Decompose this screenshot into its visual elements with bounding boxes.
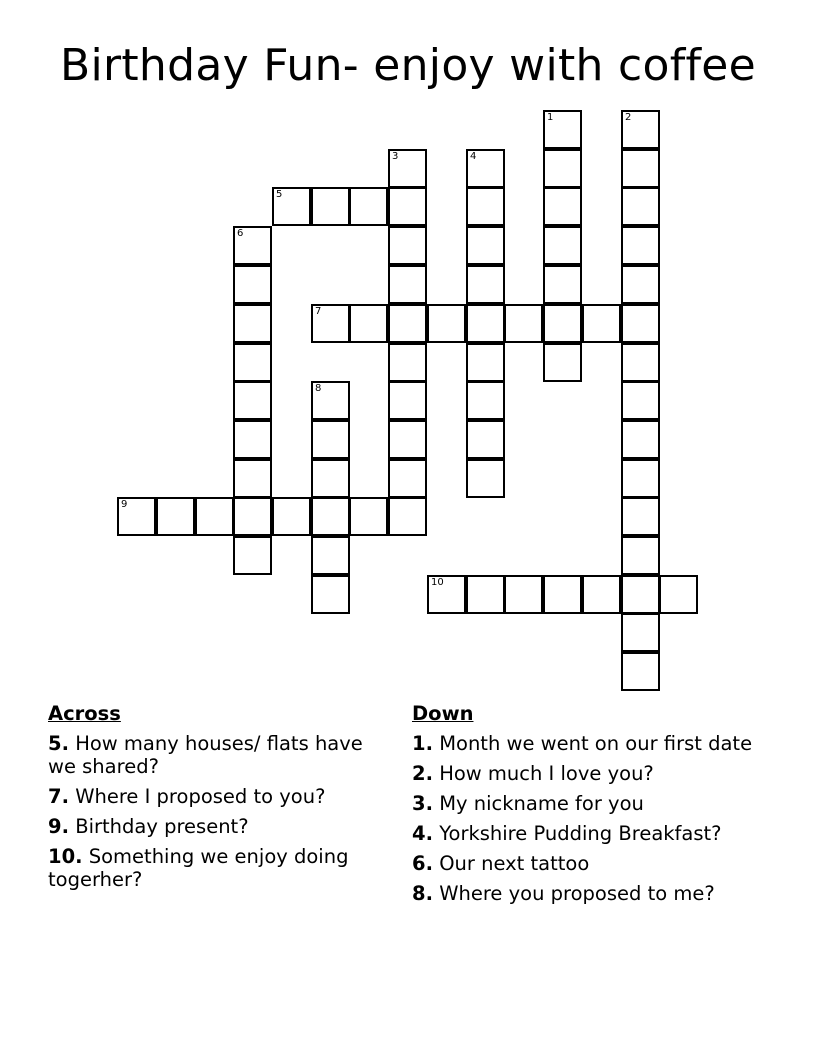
grid-cell[interactable] xyxy=(543,265,582,304)
grid-cell[interactable] xyxy=(233,497,272,536)
grid-cell[interactable] xyxy=(621,110,660,149)
clue-number: 3. xyxy=(412,792,433,815)
grid-cell[interactable] xyxy=(621,613,660,652)
grid-cell[interactable] xyxy=(233,381,272,420)
grid-cell[interactable] xyxy=(388,459,427,498)
grid-cell[interactable] xyxy=(466,459,505,498)
grid-cell[interactable] xyxy=(272,497,311,536)
grid-cell[interactable] xyxy=(233,304,272,343)
cell-number: 4 xyxy=(470,151,477,162)
grid-cell[interactable] xyxy=(466,149,505,188)
grid-cell[interactable] xyxy=(621,497,660,536)
clue-across-10 xyxy=(48,845,393,891)
clue-number: 6. xyxy=(412,852,433,875)
grid-cell[interactable] xyxy=(621,420,660,459)
grid-cell[interactable] xyxy=(621,575,660,614)
grid-cell[interactable] xyxy=(117,497,156,536)
grid-cell[interactable] xyxy=(466,381,505,420)
grid-cell[interactable] xyxy=(621,381,660,420)
clue-across-9 xyxy=(48,815,393,838)
clue-down-6 xyxy=(412,852,757,875)
clue-text: Month we went on our first date xyxy=(439,732,753,755)
grid-cell[interactable] xyxy=(311,381,350,420)
cell-number: 3 xyxy=(392,151,399,162)
grid-cell[interactable] xyxy=(543,149,582,188)
grid-cell[interactable] xyxy=(349,304,388,343)
clue-text: My nickname for you xyxy=(439,792,644,815)
grid-cell[interactable] xyxy=(543,187,582,226)
grid-cell[interactable] xyxy=(233,459,272,498)
across-clues xyxy=(48,702,393,898)
grid-cell[interactable] xyxy=(311,497,350,536)
grid-cell[interactable] xyxy=(311,459,350,498)
grid-cell[interactable] xyxy=(388,343,427,382)
grid-cell[interactable] xyxy=(466,420,505,459)
clue-down-4 xyxy=(412,822,757,845)
grid-cell[interactable] xyxy=(504,575,543,614)
clue-number: 1. xyxy=(412,732,433,755)
cell-number: 8 xyxy=(315,383,322,394)
grid-cell[interactable] xyxy=(466,226,505,265)
grid-cell[interactable] xyxy=(466,343,505,382)
clue-text: Birthday present? xyxy=(75,815,249,838)
clue-across-7 xyxy=(48,785,393,808)
grid-cell[interactable] xyxy=(272,187,311,226)
cell-number: 1 xyxy=(547,112,554,123)
grid-cell[interactable] xyxy=(311,536,350,575)
clue-down-2 xyxy=(412,762,757,785)
grid-cell[interactable] xyxy=(659,575,698,614)
grid-cell[interactable] xyxy=(543,110,582,149)
grid-cell[interactable] xyxy=(311,187,350,226)
grid-cell[interactable] xyxy=(156,497,195,536)
grid-cell[interactable] xyxy=(311,420,350,459)
cell-number: 10 xyxy=(431,577,444,588)
across-heading: Across xyxy=(48,702,121,725)
grid-cell[interactable] xyxy=(621,536,660,575)
cell-number: 5 xyxy=(276,189,283,200)
grid-cell[interactable] xyxy=(388,265,427,304)
grid-cell[interactable] xyxy=(233,420,272,459)
puzzle-title: Birthday Fun- enjoy with coffee xyxy=(59,40,757,91)
cell-number: 2 xyxy=(625,112,632,123)
grid-cell[interactable] xyxy=(233,343,272,382)
grid-cell[interactable] xyxy=(311,304,350,343)
grid-cell[interactable] xyxy=(311,575,350,614)
clue-text: How much I love you? xyxy=(439,762,654,785)
clue-text: Our next tattoo xyxy=(439,852,590,875)
clue-down-1 xyxy=(412,732,757,755)
grid-cell[interactable] xyxy=(621,149,660,188)
grid-cell[interactable] xyxy=(621,304,660,343)
grid-cell[interactable] xyxy=(349,497,388,536)
grid-cell[interactable] xyxy=(621,187,660,226)
clue-across-5 xyxy=(48,732,393,778)
clue-down-8 xyxy=(412,882,757,905)
grid-cell[interactable] xyxy=(466,304,505,343)
cell-number: 9 xyxy=(121,499,128,510)
cell-number: 7 xyxy=(315,306,322,317)
clue-text: How many houses/ flats have we shared? xyxy=(48,732,363,778)
grid-cell[interactable] xyxy=(233,265,272,304)
grid-cell[interactable] xyxy=(427,575,466,614)
grid-cell[interactable] xyxy=(388,226,427,265)
grid-cell[interactable] xyxy=(349,187,388,226)
clue-text: Where I proposed to you? xyxy=(75,785,326,808)
grid-cell[interactable] xyxy=(543,575,582,614)
grid-cell[interactable] xyxy=(388,149,427,188)
grid-cell[interactable] xyxy=(543,304,582,343)
grid-cell[interactable] xyxy=(388,187,427,226)
grid-cell[interactable] xyxy=(466,187,505,226)
grid-cell[interactable] xyxy=(233,226,272,265)
grid-cell[interactable] xyxy=(621,226,660,265)
clue-down-3 xyxy=(412,792,757,815)
grid-cell[interactable] xyxy=(195,497,234,536)
clue-number: 10. xyxy=(48,845,83,868)
grid-cell[interactable] xyxy=(621,652,660,691)
grid-cell[interactable] xyxy=(543,226,582,265)
grid-cell[interactable] xyxy=(233,536,272,575)
clue-text: Where you proposed to me? xyxy=(439,882,715,905)
clue-text: Yorkshire Pudding Breakfast? xyxy=(439,822,722,845)
down-clues xyxy=(412,702,757,912)
grid-cell[interactable] xyxy=(582,575,621,614)
clue-number: 2. xyxy=(412,762,433,785)
clue-number: 7. xyxy=(48,785,69,808)
grid-cell[interactable] xyxy=(504,304,543,343)
grid-cell[interactable] xyxy=(582,304,621,343)
clue-number: 9. xyxy=(48,815,69,838)
grid-cell[interactable] xyxy=(388,420,427,459)
grid-cell[interactable] xyxy=(621,265,660,304)
down-heading: Down xyxy=(412,702,474,725)
grid-cell[interactable] xyxy=(388,304,427,343)
grid-cell[interactable] xyxy=(388,381,427,420)
grid-cell[interactable] xyxy=(621,459,660,498)
clue-text: Something we enjoy doing togerher? xyxy=(48,845,349,891)
grid-cell[interactable] xyxy=(466,575,505,614)
clue-number: 5. xyxy=(48,732,69,755)
grid-cell[interactable] xyxy=(388,497,427,536)
clue-number: 4. xyxy=(412,822,433,845)
grid-cell[interactable] xyxy=(427,304,466,343)
clue-number: 8. xyxy=(412,882,433,905)
grid-cell[interactable] xyxy=(543,343,582,382)
grid-cell[interactable] xyxy=(621,343,660,382)
grid-cell[interactable] xyxy=(466,265,505,304)
cell-number: 6 xyxy=(237,228,244,239)
